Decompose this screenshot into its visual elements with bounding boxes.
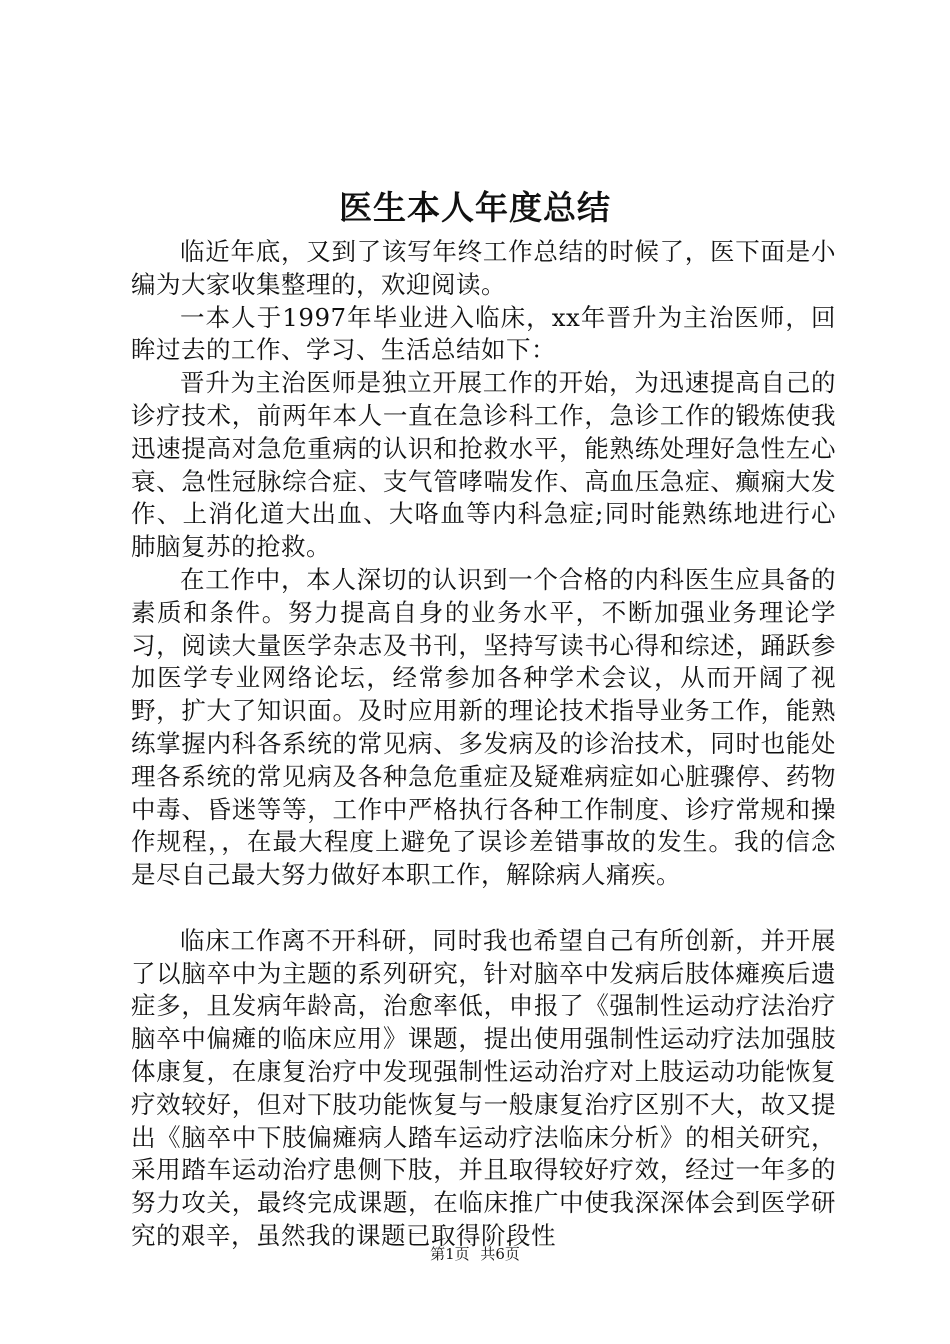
page-total: 共6页 xyxy=(480,1245,520,1263)
paragraph-emergency-work: 晋升为主治医师是独立开展工作的开始，为迅速提高自己的诊疗技术，前两年本人一直在急诊科工作，急诊工作的锻炼使我迅速提高对急危重病的认识和抢救水平，能熟练处理好急性左心衰、急性冠脉综合症、支气管哮喘发作、高血压急症、癫痫大发作、上消化道大出血、大咯血等内科急症;同时能熟练地进行心肺脑复苏的抢救。 xyxy=(131,368,836,562)
paragraph-background: 一本人于1997年毕业进入临床，xx年晋升为主治医师，回眸过去的工作、学习、生活总结如下： xyxy=(131,302,836,365)
page-footer xyxy=(0,1244,950,1264)
paragraph-professional-development: 在工作中，本人深切的认识到一个合格的内科医生应具备的素质和条件。努力提高自身的业务水平，不断加强业务理论学习，阅读大量医学杂志及书刊，坚持写读书心得和综述，踊跃参加医学专业网络论坛，经常参加各种学术会议，从而开阔了视野，扩大了知识面。及时应用新的理论技术指导业务工作，能熟练掌握内科各系统的常见病、多发病及的诊治技术，同时也能处理各系统的常见病及各种急危重症及疑难病症如心脏骤停、药物中毒、昏迷等等，工作中严格执行各种工作制度、诊疗常规和操作规程，，在最大程度上避免了误诊差错事故的发生。我的信念是尽自己最大努力做好本职工作，解除病人痛疾。 xyxy=(131,564,836,890)
paragraph-research: 临床工作离不开科研，同时我也希望自己有所创新，并开展了以脑卒中为主题的系列研究，针对脑卒中发病后肢体瘫痪后遗症多，且发病年龄高，治愈率低，申报了《强制性运动疗法治疗脑卒中偏瘫的临床应用》课题，提出使用强制性运动疗法加强肢体康复，在康复治疗中发现强制性运动治疗对上肢运动功能恢复疗效较好，但对下肢功能恢复与一般康复治疗区别不大，故又提出《脑卒中下肢偏瘫病人踏车运动疗法临床分析》的相关研究，采用踏车运动治疗患侧下肢，并且取得较好疗效，经过一年多的努力攻关，最终完成课题，在临床推广中使我深深体会到医学研究的艰辛，虽然我的课题已取得阶段性 xyxy=(131,925,836,1250)
paragraph-intro: 临近年底，又到了该写年终工作总结的时候了，医下面是小编为大家收集整理的，欢迎阅读。 xyxy=(131,237,836,299)
document-body xyxy=(131,236,836,1253)
document-title: 医生本人年度总结 xyxy=(339,188,611,227)
page-number: 第1页 xyxy=(430,1245,470,1263)
